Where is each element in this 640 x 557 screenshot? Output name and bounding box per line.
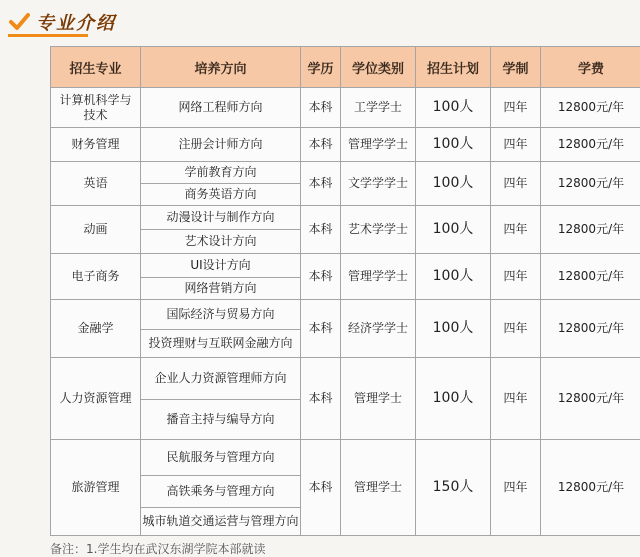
duration-cell: 四年 — [491, 254, 541, 300]
direction-cell: 国际经济与贸易方向 — [141, 300, 301, 330]
plan-cell: 100人 — [416, 300, 491, 358]
direction-cell: 投资理财与互联网金融方向 — [141, 330, 301, 358]
direction-cell: UI设计方向 — [141, 254, 301, 278]
direction-cell: 注册会计师方向 — [141, 128, 301, 162]
column-header: 学费 — [541, 47, 640, 88]
column-header: 培养方向 — [141, 47, 301, 88]
direction-cell: 动漫设计与制作方向 — [141, 206, 301, 230]
education-cell: 本科 — [301, 300, 341, 358]
direction-cell: 播音主持与编导方向 — [141, 400, 301, 440]
plan-cell: 100人 — [416, 88, 491, 128]
degree-cell: 管理学士 — [341, 440, 416, 536]
direction-cell: 学前教育方向 — [141, 162, 301, 184]
plan-cell: 100人 — [416, 162, 491, 206]
major-cell: 财务管理 — [51, 128, 141, 162]
table-row — [51, 206, 640, 230]
direction-cell: 艺术设计方向 — [141, 230, 301, 254]
plan-cell: 100人 — [416, 206, 491, 254]
plan-cell: 100人 — [416, 128, 491, 162]
direction-cell: 民航服务与管理方向 — [141, 440, 301, 476]
education-cell: 本科 — [301, 128, 341, 162]
section-title: 专业介绍 — [36, 9, 116, 35]
fee-cell: 12800元/年 — [541, 206, 640, 254]
degree-cell: 艺术学学士 — [341, 206, 416, 254]
plan-cell: 100人 — [416, 358, 491, 440]
degree-cell: 文学学学士 — [341, 162, 416, 206]
column-header: 招生专业 — [51, 47, 141, 88]
footnote: 备注：1.学生均在武汉东湖学院本部就读 — [50, 540, 265, 557]
direction-cell: 企业人力资源管理师方向 — [141, 358, 301, 400]
table-row — [51, 128, 640, 162]
degree-cell: 经济学学士 — [341, 300, 416, 358]
majors-table — [50, 46, 640, 536]
direction-cell: 商务英语方向 — [141, 184, 301, 206]
education-cell: 本科 — [301, 162, 341, 206]
education-cell: 本科 — [301, 206, 341, 254]
table-row — [51, 254, 640, 278]
education-cell: 本科 — [301, 88, 341, 128]
duration-cell: 四年 — [491, 88, 541, 128]
duration-cell: 四年 — [491, 440, 541, 536]
education-cell: 本科 — [301, 254, 341, 300]
column-header: 学制 — [491, 47, 541, 88]
direction-cell: 网络工程师方向 — [141, 88, 301, 128]
fee-cell: 12800元/年 — [541, 358, 640, 440]
fee-cell: 12800元/年 — [541, 300, 640, 358]
check-icon — [8, 11, 30, 33]
direction-cell: 高铁乘务与管理方向 — [141, 476, 301, 508]
plan-cell: 150人 — [416, 440, 491, 536]
direction-cell: 城市轨道交通运营与管理方向 — [141, 508, 301, 536]
degree-cell: 工学学士 — [341, 88, 416, 128]
major-cell: 旅游管理 — [51, 440, 141, 536]
direction-cell: 网络营销方向 — [141, 278, 301, 300]
degree-cell: 管理学学士 — [341, 254, 416, 300]
duration-cell: 四年 — [491, 162, 541, 206]
education-cell: 本科 — [301, 440, 341, 536]
duration-cell: 四年 — [491, 206, 541, 254]
fee-cell: 12800元/年 — [541, 128, 640, 162]
major-cell: 人力资源管理 — [51, 358, 141, 440]
major-cell: 金融学 — [51, 300, 141, 358]
title-underline — [8, 34, 88, 37]
degree-cell: 管理学学士 — [341, 128, 416, 162]
fee-cell: 12800元/年 — [541, 88, 640, 128]
column-header: 招生计划 — [416, 47, 491, 88]
table-row — [51, 162, 640, 184]
column-header: 学位类别 — [341, 47, 416, 88]
major-cell: 动画 — [51, 206, 141, 254]
table-row — [51, 440, 640, 476]
table-row — [51, 358, 640, 400]
fee-cell: 12800元/年 — [541, 254, 640, 300]
table-row — [51, 88, 640, 128]
degree-cell: 管理学士 — [341, 358, 416, 440]
major-cell: 英语 — [51, 162, 141, 206]
section-header — [8, 6, 116, 38]
major-cell: 计算机科学与技术 — [51, 88, 141, 128]
column-header: 学历 — [301, 47, 341, 88]
fee-cell: 12800元/年 — [541, 162, 640, 206]
fee-cell: 12800元/年 — [541, 440, 640, 536]
duration-cell: 四年 — [491, 300, 541, 358]
table-row — [51, 300, 640, 330]
plan-cell: 100人 — [416, 254, 491, 300]
duration-cell: 四年 — [491, 128, 541, 162]
major-cell: 电子商务 — [51, 254, 141, 300]
duration-cell: 四年 — [491, 358, 541, 440]
table-header-row — [51, 47, 640, 88]
education-cell: 本科 — [301, 358, 341, 440]
